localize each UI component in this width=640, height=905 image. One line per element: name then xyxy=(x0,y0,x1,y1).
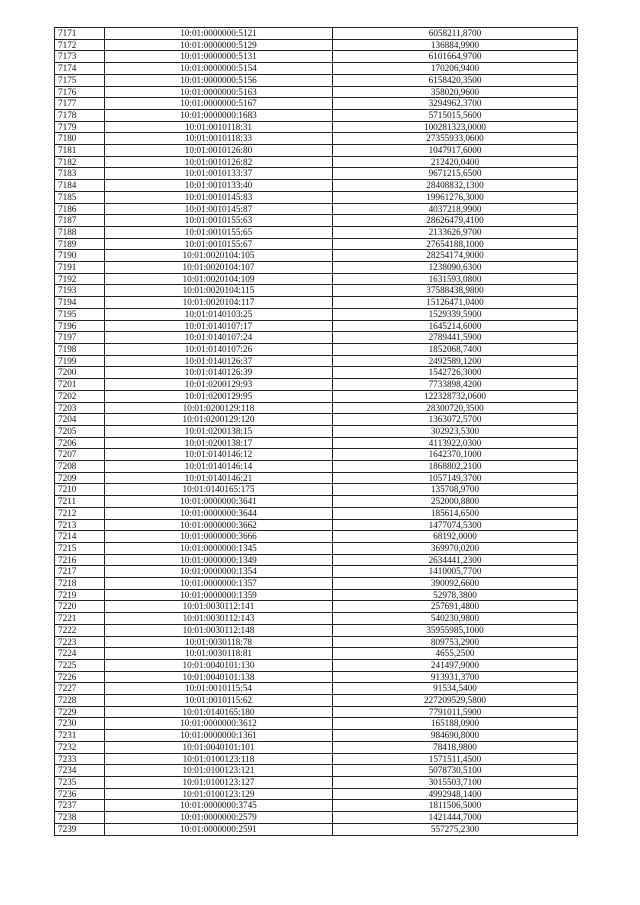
table-row xyxy=(55,379,578,391)
row-number-cell: 7223 xyxy=(55,636,105,648)
cadastral-value-cell: 4992948,1400 xyxy=(333,788,578,800)
cadastral-number-cell: 10:01:0030118:81 xyxy=(105,648,333,660)
row-number-cell: 7232 xyxy=(55,741,105,753)
table-row xyxy=(55,98,578,110)
row-number-cell: 7218 xyxy=(55,578,105,590)
cadastral-number-cell: 10:01:0140165:180 xyxy=(105,706,333,718)
row-number-cell: 7213 xyxy=(55,519,105,531)
table-row xyxy=(55,390,578,402)
row-number-cell: 7205 xyxy=(55,425,105,437)
table-row xyxy=(55,823,578,835)
table-row xyxy=(55,39,578,51)
table-row xyxy=(55,554,578,566)
cadastral-value-cell: 2133626,9700 xyxy=(333,226,578,238)
cadastral-value-cell: 984690,8000 xyxy=(333,730,578,742)
row-number-cell: 7215 xyxy=(55,542,105,554)
table-row xyxy=(55,472,578,484)
cadastral-number-cell: 10:01:0200138:17 xyxy=(105,437,333,449)
table-row xyxy=(55,262,578,274)
table-row xyxy=(55,109,578,121)
cadastral-value-cell: 2492589,1200 xyxy=(333,355,578,367)
row-number-cell: 7179 xyxy=(55,121,105,133)
table-row xyxy=(55,613,578,625)
cadastral-value-cell: 9671215,6500 xyxy=(333,168,578,180)
table-row xyxy=(55,659,578,671)
row-number-cell: 7224 xyxy=(55,648,105,660)
cadastral-value-cell: 28254174,9000 xyxy=(333,250,578,262)
table-row xyxy=(55,507,578,519)
cadastral-number-cell: 10:01:0140126:39 xyxy=(105,367,333,379)
table-row xyxy=(55,449,578,461)
row-number-cell: 7204 xyxy=(55,414,105,426)
row-number-cell: 7174 xyxy=(55,63,105,75)
row-number-cell: 7171 xyxy=(55,28,105,40)
cadastral-number-cell: 10:01:0140165:175 xyxy=(105,484,333,496)
table-row xyxy=(55,777,578,789)
row-number-cell: 7230 xyxy=(55,718,105,730)
table-row xyxy=(55,695,578,707)
cadastral-number-cell: 10:01:0000000:5163 xyxy=(105,86,333,98)
row-number-cell: 7220 xyxy=(55,601,105,613)
cadastral-value-cell: 78418,9800 xyxy=(333,741,578,753)
cadastral-number-cell: 10:01:0000000:3745 xyxy=(105,800,333,812)
cadastral-number-cell: 10:01:0140103:25 xyxy=(105,308,333,320)
row-number-cell: 7238 xyxy=(55,812,105,824)
cadastral-value-cell: 1571511,4500 xyxy=(333,753,578,765)
cadastral-number-cell: 10:01:0100123:121 xyxy=(105,765,333,777)
row-number-cell: 7210 xyxy=(55,484,105,496)
cadastral-number-cell: 10:01:0200138:15 xyxy=(105,425,333,437)
table-row xyxy=(55,86,578,98)
table-row xyxy=(55,519,578,531)
row-number-cell: 7186 xyxy=(55,203,105,215)
table-row xyxy=(55,589,578,601)
cadastral-number-cell: 10:01:0000000:2579 xyxy=(105,812,333,824)
table-row xyxy=(55,414,578,426)
table-row xyxy=(55,156,578,168)
cadastral-number-cell: 10:01:0040101:101 xyxy=(105,741,333,753)
table-row xyxy=(55,402,578,414)
cadastral-value-cell: 1047917,6000 xyxy=(333,145,578,157)
table-row xyxy=(55,636,578,648)
table-row xyxy=(55,578,578,590)
cadastral-number-cell: 10:01:0030118:78 xyxy=(105,636,333,648)
cadastral-value-cell: 15126471,0400 xyxy=(333,297,578,309)
cadastral-value-cell: 27355933,0600 xyxy=(333,133,578,145)
cadastral-value-cell: 5715015,5600 xyxy=(333,109,578,121)
row-number-cell: 7172 xyxy=(55,39,105,51)
cadastral-value-cell: 2789441,5900 xyxy=(333,332,578,344)
cadastral-value-cell: 913931,3700 xyxy=(333,671,578,683)
cadastral-value-cell: 6158420,3500 xyxy=(333,74,578,86)
row-number-cell: 7236 xyxy=(55,788,105,800)
cadastral-value-cell: 1363072,5700 xyxy=(333,414,578,426)
row-number-cell: 7221 xyxy=(55,613,105,625)
row-number-cell: 7208 xyxy=(55,461,105,473)
cadastral-value-cell: 1238090,6300 xyxy=(333,262,578,274)
cadastral-number-cell: 10:01:0010118:31 xyxy=(105,121,333,133)
row-number-cell: 7197 xyxy=(55,332,105,344)
table-row xyxy=(55,51,578,63)
cadastral-number-cell: 10:01:0020104:107 xyxy=(105,262,333,274)
cadastral-value-cell: 3294962,3700 xyxy=(333,98,578,110)
cadastral-number-cell: 10:01:0140146:12 xyxy=(105,449,333,461)
cadastral-value-cell: 1868802,2100 xyxy=(333,461,578,473)
cadastral-number-cell: 10:01:0140107:26 xyxy=(105,343,333,355)
cadastral-value-cell: 37588438,9800 xyxy=(333,285,578,297)
cadastral-number-cell: 10:01:0040101:130 xyxy=(105,659,333,671)
cadastral-number-cell: 10:01:0000000:3662 xyxy=(105,519,333,531)
table-row xyxy=(55,542,578,554)
table-row xyxy=(55,730,578,742)
cadastral-value-cell: 52978,3800 xyxy=(333,589,578,601)
cadastral-number-cell: 10:01:0000000:1359 xyxy=(105,589,333,601)
table-row xyxy=(55,741,578,753)
cadastral-value-cell: 557275,2300 xyxy=(333,823,578,835)
cadastral-value-cell: 809753,2900 xyxy=(333,636,578,648)
cadastral-number-cell: 10:01:0100123:127 xyxy=(105,777,333,789)
row-number-cell: 7176 xyxy=(55,86,105,98)
cadastral-number-cell: 10:01:0000000:3641 xyxy=(105,496,333,508)
row-number-cell: 7196 xyxy=(55,320,105,332)
table-row xyxy=(55,168,578,180)
row-number-cell: 7200 xyxy=(55,367,105,379)
row-number-cell: 7189 xyxy=(55,238,105,250)
row-number-cell: 7228 xyxy=(55,695,105,707)
row-number-cell: 7177 xyxy=(55,98,105,110)
cadastral-value-cell: 1645214,6000 xyxy=(333,320,578,332)
cadastral-number-cell: 10:01:0010155:65 xyxy=(105,226,333,238)
cadastral-value-cell: 135708,9700 xyxy=(333,484,578,496)
cadastral-value-cell: 390092,6600 xyxy=(333,578,578,590)
table-row xyxy=(55,215,578,227)
table-row xyxy=(55,273,578,285)
row-number-cell: 7201 xyxy=(55,379,105,391)
cadastral-number-cell: 10:01:0200129:93 xyxy=(105,379,333,391)
cadastral-value-table xyxy=(54,27,578,836)
table-row xyxy=(55,800,578,812)
table-row xyxy=(55,191,578,203)
cadastral-number-cell: 10:01:0010145:83 xyxy=(105,191,333,203)
cadastral-number-cell: 10:01:0010118:33 xyxy=(105,133,333,145)
cadastral-value-cell: 7791011,5900 xyxy=(333,706,578,718)
cadastral-value-cell: 3015503,7100 xyxy=(333,777,578,789)
row-number-cell: 7229 xyxy=(55,706,105,718)
cadastral-value-cell: 4655,2500 xyxy=(333,648,578,660)
row-number-cell: 7181 xyxy=(55,145,105,157)
cadastral-number-cell: 10:01:0000000:1683 xyxy=(105,109,333,121)
table-row xyxy=(55,718,578,730)
cadastral-value-cell: 1542726,3000 xyxy=(333,367,578,379)
cadastral-number-cell: 10:01:0000000:1357 xyxy=(105,578,333,590)
cadastral-number-cell: 10:01:0200129:118 xyxy=(105,402,333,414)
row-number-cell: 7190 xyxy=(55,250,105,262)
table-row xyxy=(55,203,578,215)
cadastral-number-cell: 10:01:0040101:138 xyxy=(105,671,333,683)
cadastral-number-cell: 10:01:0000000:3666 xyxy=(105,531,333,543)
table-row xyxy=(55,63,578,75)
cadastral-value-cell: 165188,0900 xyxy=(333,718,578,730)
cadastral-value-cell: 170206,9400 xyxy=(333,63,578,75)
table-row xyxy=(55,226,578,238)
table-row xyxy=(55,332,578,344)
cadastral-number-cell: 10:01:0200129:120 xyxy=(105,414,333,426)
cadastral-number-cell: 10:01:0000000:1349 xyxy=(105,554,333,566)
cadastral-value-cell: 369970,0200 xyxy=(333,542,578,554)
cadastral-value-cell: 5078730,5100 xyxy=(333,765,578,777)
cadastral-number-cell: 10:01:0010126:80 xyxy=(105,145,333,157)
cadastral-number-cell: 10:01:0140107:24 xyxy=(105,332,333,344)
row-number-cell: 7173 xyxy=(55,51,105,63)
row-number-cell: 7180 xyxy=(55,133,105,145)
table-row xyxy=(55,531,578,543)
table-row xyxy=(55,461,578,473)
table-row xyxy=(55,250,578,262)
cadastral-number-cell: 10:01:0020104:117 xyxy=(105,297,333,309)
row-number-cell: 7209 xyxy=(55,472,105,484)
cadastral-value-cell: 100281323,0000 xyxy=(333,121,578,133)
table-row xyxy=(55,297,578,309)
cadastral-value-cell: 91534,5400 xyxy=(333,683,578,695)
cadastral-number-cell: 10:01:0200129:95 xyxy=(105,390,333,402)
cadastral-number-cell: 10:01:0030112:141 xyxy=(105,601,333,613)
cadastral-value-cell: 4113922,0300 xyxy=(333,437,578,449)
cadastral-value-cell: 1057149,3700 xyxy=(333,472,578,484)
row-number-cell: 7217 xyxy=(55,566,105,578)
cadastral-value-cell: 122328732,0600 xyxy=(333,390,578,402)
cadastral-value-cell: 28626479,4100 xyxy=(333,215,578,227)
cadastral-number-cell: 10:01:0010155:67 xyxy=(105,238,333,250)
row-number-cell: 7203 xyxy=(55,402,105,414)
row-number-cell: 7233 xyxy=(55,753,105,765)
row-number-cell: 7222 xyxy=(55,624,105,636)
cadastral-value-cell: 28300720,3500 xyxy=(333,402,578,414)
cadastral-number-cell: 10:01:0140126:37 xyxy=(105,355,333,367)
cadastral-number-cell: 10:01:0140107:17 xyxy=(105,320,333,332)
table-row xyxy=(55,367,578,379)
row-number-cell: 7192 xyxy=(55,273,105,285)
row-number-cell: 7175 xyxy=(55,74,105,86)
row-number-cell: 7187 xyxy=(55,215,105,227)
cadastral-value-cell: 257691,4800 xyxy=(333,601,578,613)
cadastral-number-cell: 10:01:0000000:2591 xyxy=(105,823,333,835)
cadastral-number-cell: 10:01:0000000:5129 xyxy=(105,39,333,51)
cadastral-value-cell: 358020,9600 xyxy=(333,86,578,98)
table-row xyxy=(55,648,578,660)
row-number-cell: 7234 xyxy=(55,765,105,777)
table-row xyxy=(55,343,578,355)
cadastral-number-cell: 10:01:0000000:3612 xyxy=(105,718,333,730)
table-row xyxy=(55,765,578,777)
table-row xyxy=(55,133,578,145)
table-row xyxy=(55,788,578,800)
cadastral-number-cell: 10:01:0100123:129 xyxy=(105,788,333,800)
table-row xyxy=(55,753,578,765)
cadastral-value-cell: 241497,9000 xyxy=(333,659,578,671)
cadastral-number-cell: 10:01:0010155:63 xyxy=(105,215,333,227)
cadastral-number-cell: 10:01:0010115:54 xyxy=(105,683,333,695)
cadastral-value-cell: 212420,0400 xyxy=(333,156,578,168)
cadastral-number-cell: 10:01:0000000:1361 xyxy=(105,730,333,742)
table-row xyxy=(55,683,578,695)
cadastral-value-cell: 27654188,1000 xyxy=(333,238,578,250)
table-row xyxy=(55,308,578,320)
row-number-cell: 7202 xyxy=(55,390,105,402)
cadastral-number-cell: 10:01:0000000:5167 xyxy=(105,98,333,110)
cadastral-number-cell: 10:01:0020104:105 xyxy=(105,250,333,262)
row-number-cell: 7237 xyxy=(55,800,105,812)
row-number-cell: 7184 xyxy=(55,180,105,192)
cadastral-value-cell: 136884,9900 xyxy=(333,39,578,51)
cadastral-number-cell: 10:01:0010133:37 xyxy=(105,168,333,180)
cadastral-number-cell: 10:01:0000000:5131 xyxy=(105,51,333,63)
cadastral-number-cell: 10:01:0010126:82 xyxy=(105,156,333,168)
table-row xyxy=(55,355,578,367)
table-row xyxy=(55,285,578,297)
row-number-cell: 7195 xyxy=(55,308,105,320)
row-number-cell: 7193 xyxy=(55,285,105,297)
row-number-cell: 7211 xyxy=(55,496,105,508)
cadastral-value-cell: 1852068,7400 xyxy=(333,343,578,355)
cadastral-value-cell: 68192,0000 xyxy=(333,531,578,543)
cadastral-value-cell: 6101664,9700 xyxy=(333,51,578,63)
row-number-cell: 7214 xyxy=(55,531,105,543)
table-row xyxy=(55,238,578,250)
table-row xyxy=(55,624,578,636)
cadastral-number-cell: 10:01:0020104:109 xyxy=(105,273,333,285)
table-body xyxy=(55,28,578,836)
row-number-cell: 7235 xyxy=(55,777,105,789)
cadastral-value-cell: 302923,5300 xyxy=(333,425,578,437)
table-row xyxy=(55,425,578,437)
row-number-cell: 7239 xyxy=(55,823,105,835)
row-number-cell: 7207 xyxy=(55,449,105,461)
cadastral-value-cell: 28408832,1300 xyxy=(333,180,578,192)
cadastral-number-cell: 10:01:0010145:87 xyxy=(105,203,333,215)
cadastral-number-cell: 10:01:0020104:115 xyxy=(105,285,333,297)
cadastral-number-cell: 10:01:0000000:5154 xyxy=(105,63,333,75)
cadastral-number-cell: 10:01:0000000:3644 xyxy=(105,507,333,519)
cadastral-number-cell: 10:01:0000000:5156 xyxy=(105,74,333,86)
table-row xyxy=(55,706,578,718)
table-row xyxy=(55,484,578,496)
row-number-cell: 7216 xyxy=(55,554,105,566)
cadastral-value-cell: 540230,9800 xyxy=(333,613,578,625)
cadastral-value-cell: 227209529,5800 xyxy=(333,695,578,707)
cadastral-value-cell: 252000,8800 xyxy=(333,496,578,508)
row-number-cell: 7188 xyxy=(55,226,105,238)
cadastral-number-cell: 10:01:0000000:5121 xyxy=(105,28,333,40)
cadastral-number-cell: 10:01:0000000:1354 xyxy=(105,566,333,578)
table-row xyxy=(55,566,578,578)
row-number-cell: 7182 xyxy=(55,156,105,168)
cadastral-value-cell: 1631593,0800 xyxy=(333,273,578,285)
row-number-cell: 7185 xyxy=(55,191,105,203)
row-number-cell: 7225 xyxy=(55,659,105,671)
cadastral-value-cell: 2634441,2300 xyxy=(333,554,578,566)
cadastral-number-cell: 10:01:0000000:1345 xyxy=(105,542,333,554)
table-row xyxy=(55,812,578,824)
row-number-cell: 7212 xyxy=(55,507,105,519)
cadastral-number-cell: 10:01:0030112:143 xyxy=(105,613,333,625)
cadastral-value-cell: 185614,6500 xyxy=(333,507,578,519)
cadastral-value-cell: 6058211,8700 xyxy=(333,28,578,40)
cadastral-number-cell: 10:01:0140146:21 xyxy=(105,472,333,484)
cadastral-value-cell: 7733898,4200 xyxy=(333,379,578,391)
row-number-cell: 7199 xyxy=(55,355,105,367)
cadastral-value-cell: 1410005,7700 xyxy=(333,566,578,578)
row-number-cell: 7231 xyxy=(55,730,105,742)
table-row xyxy=(55,74,578,86)
cadastral-value-cell: 1811506,5000 xyxy=(333,800,578,812)
table-row xyxy=(55,496,578,508)
table-row xyxy=(55,145,578,157)
cadastral-value-cell: 35955985,1000 xyxy=(333,624,578,636)
table-row xyxy=(55,437,578,449)
table-row xyxy=(55,601,578,613)
cadastral-value-cell: 4037218,9900 xyxy=(333,203,578,215)
cadastral-value-cell: 1529339,5900 xyxy=(333,308,578,320)
table-row xyxy=(55,28,578,40)
row-number-cell: 7226 xyxy=(55,671,105,683)
row-number-cell: 7183 xyxy=(55,168,105,180)
cadastral-value-cell: 19961276,3000 xyxy=(333,191,578,203)
table-row xyxy=(55,121,578,133)
row-number-cell: 7191 xyxy=(55,262,105,274)
table-row xyxy=(55,320,578,332)
table-row xyxy=(55,180,578,192)
cadastral-number-cell: 10:01:0010115:62 xyxy=(105,695,333,707)
cadastral-number-cell: 10:01:0100123:118 xyxy=(105,753,333,765)
cadastral-value-cell: 1642370,1000 xyxy=(333,449,578,461)
cadastral-number-cell: 10:01:0140146:14 xyxy=(105,461,333,473)
row-number-cell: 7219 xyxy=(55,589,105,601)
row-number-cell: 7227 xyxy=(55,683,105,695)
cadastral-number-cell: 10:01:0030112:148 xyxy=(105,624,333,636)
cadastral-value-cell: 1477074,5300 xyxy=(333,519,578,531)
row-number-cell: 7194 xyxy=(55,297,105,309)
row-number-cell: 7206 xyxy=(55,437,105,449)
row-number-cell: 7178 xyxy=(55,109,105,121)
cadastral-value-cell: 1421444,7000 xyxy=(333,812,578,824)
table-row xyxy=(55,671,578,683)
cadastral-number-cell: 10:01:0010133:40 xyxy=(105,180,333,192)
row-number-cell: 7198 xyxy=(55,343,105,355)
